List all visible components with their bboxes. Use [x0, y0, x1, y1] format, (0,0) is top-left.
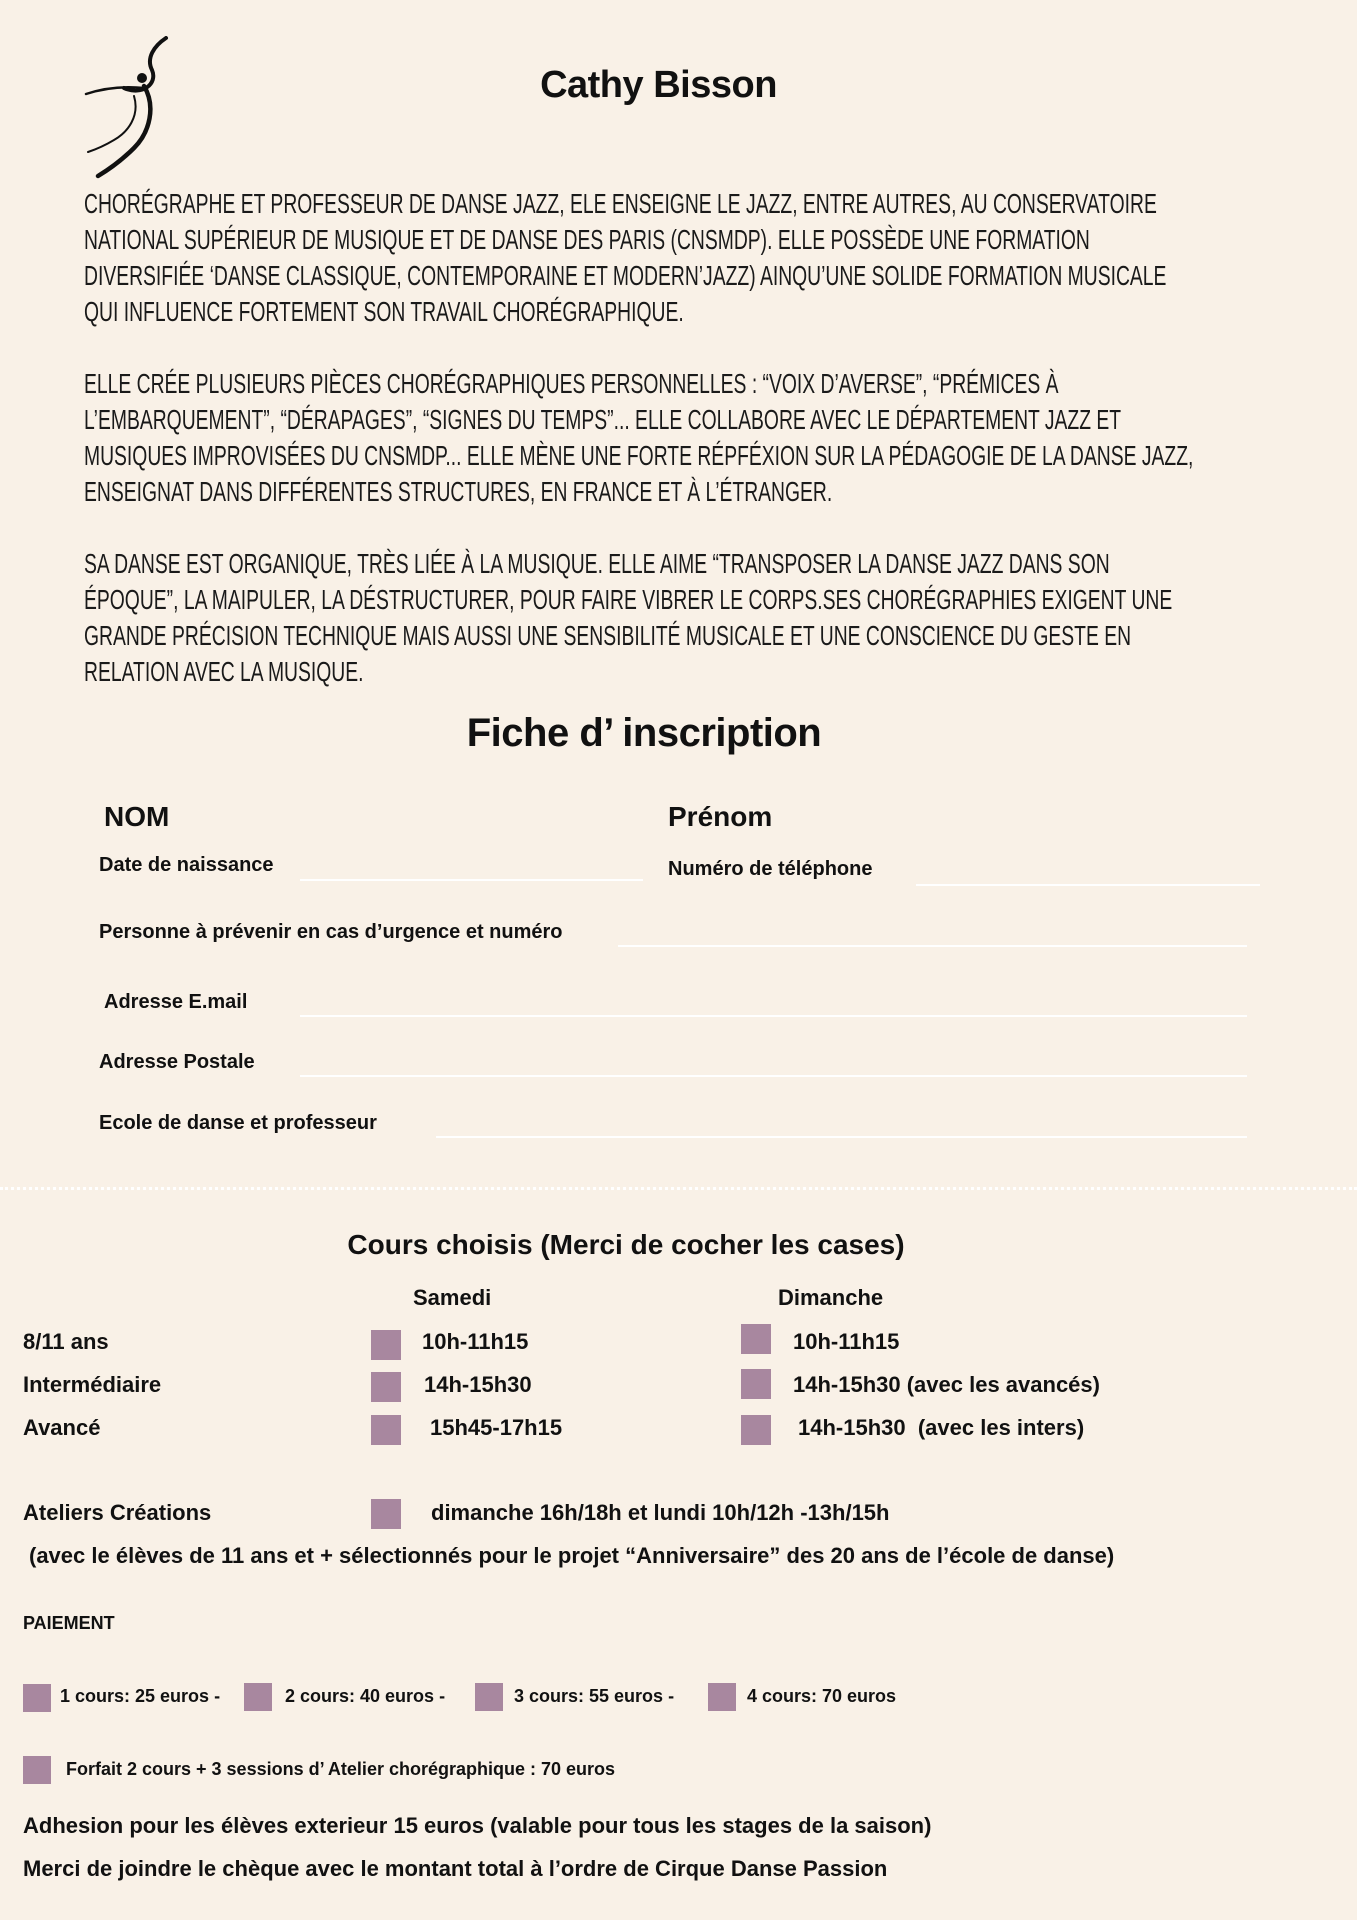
checkbox-dimanche[interactable]	[741, 1324, 771, 1354]
samedi-time: 10h-11h15	[422, 1329, 529, 1354]
bio-line: CHORÉGRAPHE ET PROFESSEUR DE DANSE JAZZ, ELE ENSEIGNE LE JAZZ, ENTRE AUTRES, AU CONSERVATOIRE	[84, 188, 1157, 219]
telephone-field[interactable]	[916, 884, 1260, 886]
bio-line: MUSIQUES IMPROVISÉES DU CNSMDP... ELLE MÈNE UNE FORTE RÉPFÉXION SUR LA PÉDAGOGIE DE LA DANSE JAZZ,	[84, 440, 1194, 471]
level-label: 8/11 ans	[23, 1329, 109, 1354]
bio-paragraph-2	[84, 366, 1357, 510]
page-title: Cathy Bisson	[540, 64, 777, 106]
checkbox-samedi[interactable]	[371, 1415, 401, 1445]
nom-label: NOM	[104, 801, 170, 832]
ateliers-note: (avec le élèves de 11 ans et + sélectionnés pour le projet “Anniversaire” des 20 ans de l’école de danse)	[29, 1543, 1115, 1568]
checkbox-1-cours[interactable]	[23, 1684, 51, 1712]
bio-line: NATIONAL SUPÉRIEUR DE MUSIQUE ET DE DANSE DES PARIS (CNSMDP). ELLE POSSÈDE UNE FORMATION	[84, 224, 1090, 255]
ecole-label: Ecole de danse et professeur	[99, 1112, 377, 1134]
bio-line: ELLE CRÉE PLUSIEURS PIÈCES CHORÉGRAPHIQUES PERSONNELLES : “VOIX D’AVERSE”, “PRÉMICES À	[84, 368, 1059, 399]
checkbox-2-cours[interactable]	[244, 1683, 272, 1711]
postale-label: Adresse Postale	[99, 1051, 255, 1073]
dimanche-time: 14h-15h30 (avec les avancés)	[793, 1372, 1100, 1397]
bio-line: RELATION AVEC LA MUSIQUE.	[84, 656, 364, 687]
checkbox-samedi[interactable]	[371, 1330, 401, 1360]
ateliers-time: dimanche 16h/18h et lundi 10h/12h -13h/15h	[431, 1500, 890, 1525]
checkbox-ateliers[interactable]	[371, 1499, 401, 1529]
dancer-logo-icon	[84, 36, 174, 180]
option-3-cours: 3 cours: 55 euros -	[514, 1686, 675, 1706]
urgence-label: Personne à prévenir en cas d’urgence et numéro	[99, 921, 563, 943]
checkbox-samedi[interactable]	[371, 1372, 401, 1402]
cheque-note: Merci de joindre le chèque avec le montant total à l’ordre de Cirque Danse Passion	[23, 1856, 888, 1881]
email-field[interactable]	[300, 1015, 1247, 1017]
checkbox-3-cours[interactable]	[475, 1683, 503, 1711]
bio-line: L’EMBARQUEMENT”, “DÉRAPAGES”, “SIGNES DU TEMPS”... ELLE COLLABORE AVEC LE DÉPARTEMENT JAZZ ET	[84, 404, 1122, 435]
dotted-divider	[0, 1187, 1357, 1190]
bio-line: DIVERSIFIÉE ‘DANSE CLASSIQUE, CONTEMPORAINE ET MODERN’JAZZ) AINQU’UNE SOLIDE FORMATION MUSICALE	[84, 260, 1167, 291]
bio-line: GRANDE PRÉCISION TECHNIQUE MAIS AUSSI UNE SENSIBILITÉ MUSICALE ET UNE CONSCIENCE DU GESTE EN	[84, 620, 1132, 651]
prenom-label: Prénom	[668, 801, 773, 832]
samedi-header: Samedi	[413, 1285, 492, 1310]
dimanche-time: 14h-15h30 (avec les inters)	[798, 1415, 1085, 1440]
urgence-field[interactable]	[618, 945, 1247, 947]
bio-line: SA DANSE EST ORGANIQUE, TRÈS LIÉE À LA MUSIQUE. ELLE AIME “TRANSPOSER LA DANSE JAZZ DANS SON	[84, 548, 1110, 579]
level-label: Intermédiaire	[23, 1372, 162, 1397]
option-2-cours: 2 cours: 40 euros -	[285, 1686, 446, 1706]
form-title: Fiche d’ inscription	[466, 711, 822, 755]
option-1-cours: 1 cours: 25 euros -	[60, 1686, 221, 1706]
dimanche-header: Dimanche	[778, 1285, 884, 1310]
date-naissance-label: Date de naissance	[99, 854, 274, 876]
ateliers-label: Ateliers Créations	[23, 1500, 212, 1525]
samedi-time: 15h45-17h15	[430, 1415, 563, 1440]
ecole-field[interactable]	[436, 1136, 1247, 1138]
option-forfait: Forfait 2 cours + 3 sessions d’ Atelier chorégraphique : 70 euros	[66, 1759, 616, 1779]
postale-field[interactable]	[300, 1075, 1247, 1077]
payment-title: PAIEMENT	[23, 1613, 115, 1633]
samedi-time: 14h-15h30	[424, 1372, 532, 1397]
checkbox-forfait[interactable]	[23, 1756, 51, 1784]
bio-line: QUI INFLUENCE FORTEMENT SON TRAVAIL CHORÉGRAPHIQUE.	[84, 296, 684, 327]
courses-title: Cours choisis (Merci de cocher les cases)	[347, 1229, 905, 1260]
bio-paragraph-3	[84, 546, 1357, 690]
checkbox-dimanche[interactable]	[741, 1415, 771, 1445]
date-naissance-field[interactable]	[300, 879, 643, 881]
bio-paragraph-1	[84, 186, 1357, 330]
option-4-cours: 4 cours: 70 euros	[747, 1686, 897, 1706]
checkbox-dimanche[interactable]	[741, 1369, 771, 1399]
adhesion-note: Adhesion pour les élèves exterieur 15 euros (valable pour tous les stages de la saison)	[23, 1813, 932, 1838]
telephone-label: Numéro de téléphone	[668, 858, 873, 880]
dimanche-time: 10h-11h15	[793, 1329, 900, 1354]
checkbox-4-cours[interactable]	[708, 1683, 736, 1711]
email-label: Adresse E.mail	[104, 991, 248, 1013]
bio-line: ENSEIGNAT DANS DIFFÉRENTES STRUCTURES, EN FRANCE ET À L’ÉTRANGER.	[84, 476, 833, 507]
biography	[84, 186, 1357, 690]
level-label: Avancé	[23, 1415, 101, 1440]
bio-line: ÉPOQUE”, LA MAIPULER, LA DÉSTRUCTURER, POUR FAIRE VIBRER LE CORPS.SES CHORÉGRAPHIES EXIGENT UNE	[84, 584, 1173, 615]
